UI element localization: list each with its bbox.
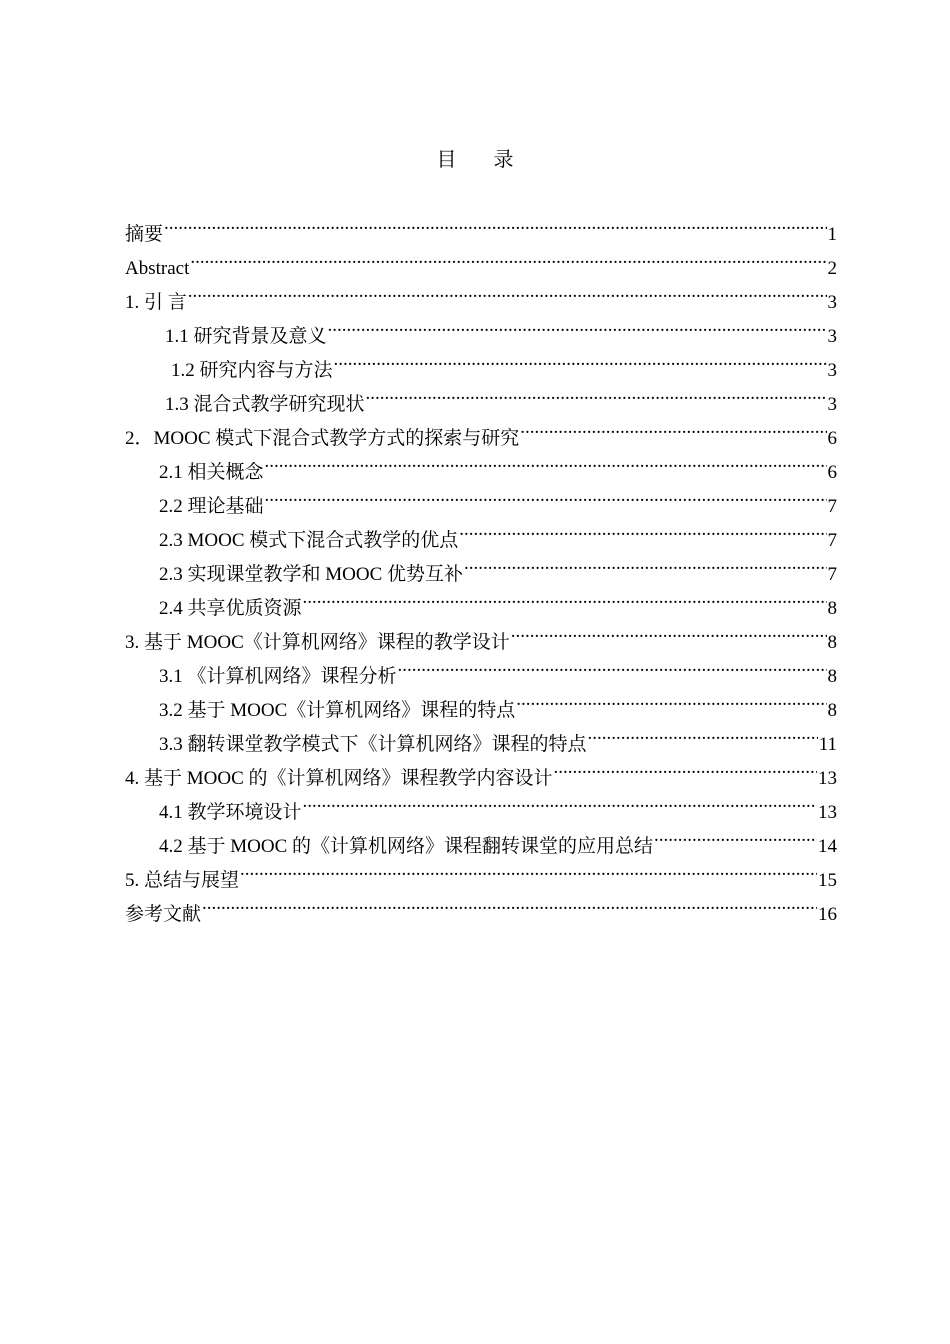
toc-entry-page-number: 14 [818, 836, 837, 857]
toc-entry-page-number: 3 [827, 326, 837, 347]
toc-entry-label: 2.1 相关概念 [159, 462, 264, 483]
toc-entry-page-number: 7 [827, 564, 837, 585]
toc-dot-leader [164, 206, 826, 240]
toc-entry-label: 4. 基于 MOOC 的《计算机网络》课程教学内容设计 [125, 768, 553, 789]
toc-dot-leader [654, 818, 817, 852]
toc-dot-leader [464, 546, 826, 580]
toc-entry-label: 2.4 共享优质资源 [159, 598, 302, 619]
toc-entry-label: 2.3 实现课堂教学和 MOOC 优势互补 [159, 564, 464, 585]
toc-entry-page-number: 2 [827, 258, 837, 279]
toc-entry-label: 1.1 研究背景及意义 [165, 326, 327, 347]
toc-dot-leader [334, 342, 827, 376]
toc-dot-leader [240, 852, 817, 886]
toc-dot-leader [328, 308, 827, 342]
toc-entry-label: 3.1 《计算机网络》课程分析 [159, 666, 397, 687]
toc-entry-label: 4.1 教学环境设计 [159, 802, 302, 823]
toc-entry-label: 参考文献 [125, 904, 202, 925]
toc-list [125, 206, 837, 925]
toc-entry-page-number: 13 [818, 768, 837, 789]
toc-entry-label: 4.2 基于 MOOC 的《计算机网络》课程翻转课堂的应用总结 [159, 836, 654, 857]
toc-entry-label: 3. 基于 MOOC《计算机网络》课程的教学设计 [125, 632, 510, 653]
toc-entry-page-number: 13 [818, 802, 837, 823]
toc-dot-leader [588, 716, 818, 750]
toc-entry-label: 3.3 翻转课堂教学模式下《计算机网络》课程的特点 [159, 734, 587, 755]
toc-dot-leader [511, 614, 827, 648]
toc-dot-leader [554, 750, 817, 784]
toc-entry[interactable] [125, 308, 837, 347]
toc-entry-page-number: 8 [827, 632, 837, 653]
toc-dot-leader [202, 886, 817, 920]
toc-dot-leader [190, 240, 826, 274]
toc-entry-page-number: 8 [827, 666, 837, 687]
toc-entry-label: 2．MOOC 模式下混合式教学方式的探索与研究 [125, 428, 520, 449]
toc-entry-label: 1.3 混合式教学研究现状 [165, 394, 365, 415]
toc-dot-leader [516, 682, 826, 716]
toc-entry-page-number: 7 [827, 530, 837, 551]
toc-entry-label: 1.2 研究内容与方法 [171, 360, 333, 381]
toc-dot-leader [459, 512, 826, 546]
toc-entry-label: 3.2 基于 MOOC《计算机网络》课程的特点 [159, 700, 516, 721]
toc-entry-page-number: 6 [827, 428, 837, 449]
toc-dot-leader [188, 274, 827, 308]
toc-entry-page-number: 3 [827, 360, 837, 381]
toc-entry-label: Abstract [125, 258, 190, 279]
toc-entry-page-number: 7 [827, 496, 837, 517]
toc-dot-leader [265, 444, 827, 478]
toc-entry-page-number: 15 [818, 870, 837, 891]
toc-entry[interactable] [125, 240, 837, 279]
toc-entry-label: 1. 引 言 [125, 292, 187, 313]
toc-entry-page-number: 8 [827, 700, 837, 721]
toc-entry-page-number: 1 [827, 224, 837, 245]
toc-entry-page-number: 8 [827, 598, 837, 619]
toc-dot-leader [366, 376, 827, 410]
toc-entry-label: 摘要 [125, 224, 164, 245]
toc-entry[interactable] [125, 886, 837, 925]
toc-entry-page-number: 6 [827, 462, 837, 483]
toc-entry[interactable] [125, 274, 837, 313]
toc-entry-page-number: 11 [818, 734, 837, 755]
toc-entry-page-number: 3 [827, 394, 837, 415]
toc-title: 目 录 [436, 149, 530, 171]
toc-entry-page-number: 3 [827, 292, 837, 313]
toc-dot-leader [265, 478, 827, 512]
toc-entry-label: 2.3 MOOC 模式下混合式教学的优点 [159, 530, 459, 551]
toc-dot-leader [520, 410, 826, 444]
toc-entry-label: 5. 总结与展望 [125, 870, 240, 891]
toc-entry-label: 2.2 理论基础 [159, 496, 264, 517]
toc-entry-page-number: 16 [818, 904, 837, 925]
toc-dot-leader [398, 648, 827, 682]
toc-dot-leader [303, 784, 817, 818]
toc-dot-leader [303, 580, 827, 614]
toc-entry[interactable] [125, 206, 837, 245]
